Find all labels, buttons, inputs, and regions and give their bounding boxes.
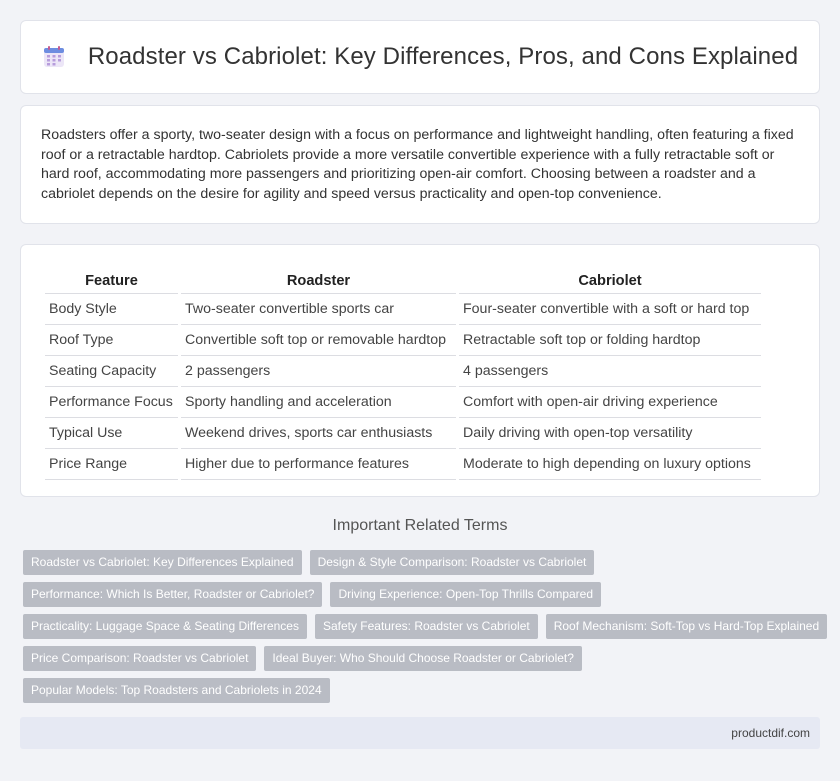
table-cell: Comfort with open-air driving experience [459, 387, 761, 418]
column-header-roadster: Roadster [181, 265, 456, 294]
table-cell: Roof Type [45, 325, 178, 356]
footer-bar [20, 717, 820, 749]
table-cell: Higher due to performance features [181, 449, 456, 480]
table-row [45, 356, 761, 387]
table-cell: Two-seater convertible sports car [181, 294, 456, 325]
table-cell: Convertible soft top or removable hardtop [181, 325, 456, 356]
related-term-tag[interactable]: Roof Mechanism: Soft-Top vs Hard-Top Explained [546, 614, 827, 639]
table-row [45, 449, 761, 480]
tag-row [23, 646, 823, 671]
tag-row [23, 550, 823, 575]
column-header-feature: Feature [45, 265, 178, 294]
table-cell: Price Range [45, 449, 178, 480]
tag-row [23, 614, 823, 639]
related-term-tag[interactable]: Roadster vs Cabriolet: Key Differences Explained [23, 550, 302, 575]
table-cell: Seating Capacity [45, 356, 178, 387]
related-term-tag[interactable]: Performance: Which Is Better, Roadster or Cabriolet? [23, 582, 322, 607]
table-row [45, 418, 761, 449]
table-header-row [45, 265, 761, 294]
table-row [45, 325, 761, 356]
footer-site-link[interactable]: productdif.com [731, 726, 810, 740]
table-cell: 2 passengers [181, 356, 456, 387]
table-cell: Weekend drives, sports car enthusiasts [181, 418, 456, 449]
comparison-table-card [20, 244, 820, 497]
related-term-tag[interactable]: Practicality: Luggage Space & Seating Differences [23, 614, 307, 639]
table-row [45, 387, 761, 418]
related-term-tag[interactable]: Design & Style Comparison: Roadster vs Cabriolet [310, 550, 595, 575]
table-cell: Moderate to high depending on luxury options [459, 449, 761, 480]
comparison-table [42, 265, 764, 480]
tag-row [23, 582, 823, 607]
table-row [45, 294, 761, 325]
tag-row [23, 678, 823, 703]
header-card [20, 20, 820, 94]
related-term-tag[interactable]: Safety Features: Roadster vs Cabriolet [315, 614, 538, 639]
table-cell: Performance Focus [45, 387, 178, 418]
related-term-tag[interactable]: Popular Models: Top Roadsters and Cabriolets in 2024 [23, 678, 330, 703]
column-header-cabriolet: Cabriolet [459, 265, 761, 294]
related-terms-tags [23, 550, 823, 710]
table-cell: Sporty handling and acceleration [181, 387, 456, 418]
intro-paragraph: Roadsters offer a sporty, two-seater design with a focus on performance and lightweight handling, often featuring a fixed roof or a retractable hardtop. Cabriolets provide a more versatile convertible experience with a fully retractable soft or hard roof, accommodating more passengers and prioritizing open-air comfort. Choosing between a roadster and a cabriolet depends on the desire for agility and speed versus practicality and open-top convenience. [41, 127, 794, 203]
table-cell: 4 passengers [459, 356, 761, 387]
page-title: Roadster vs Cabriolet: Key Differences, Pros, and Cons Explained [87, 43, 799, 70]
calendar-icon [42, 45, 66, 69]
table-cell: Four-seater convertible with a soft or hard top [459, 294, 761, 325]
table-cell: Retractable soft top or folding hardtop [459, 325, 761, 356]
table-cell: Body Style [45, 294, 178, 325]
related-terms-title: Important Related Terms [332, 517, 508, 534]
table-cell: Typical Use [45, 418, 178, 449]
related-term-tag[interactable]: Price Comparison: Roadster vs Cabriolet [23, 646, 256, 671]
related-term-tag[interactable]: Ideal Buyer: Who Should Choose Roadster or Cabriolet? [264, 646, 582, 671]
table-cell: Daily driving with open-top versatility [459, 418, 761, 449]
intro-card [20, 105, 820, 224]
related-term-tag[interactable]: Driving Experience: Open-Top Thrills Compared [330, 582, 601, 607]
